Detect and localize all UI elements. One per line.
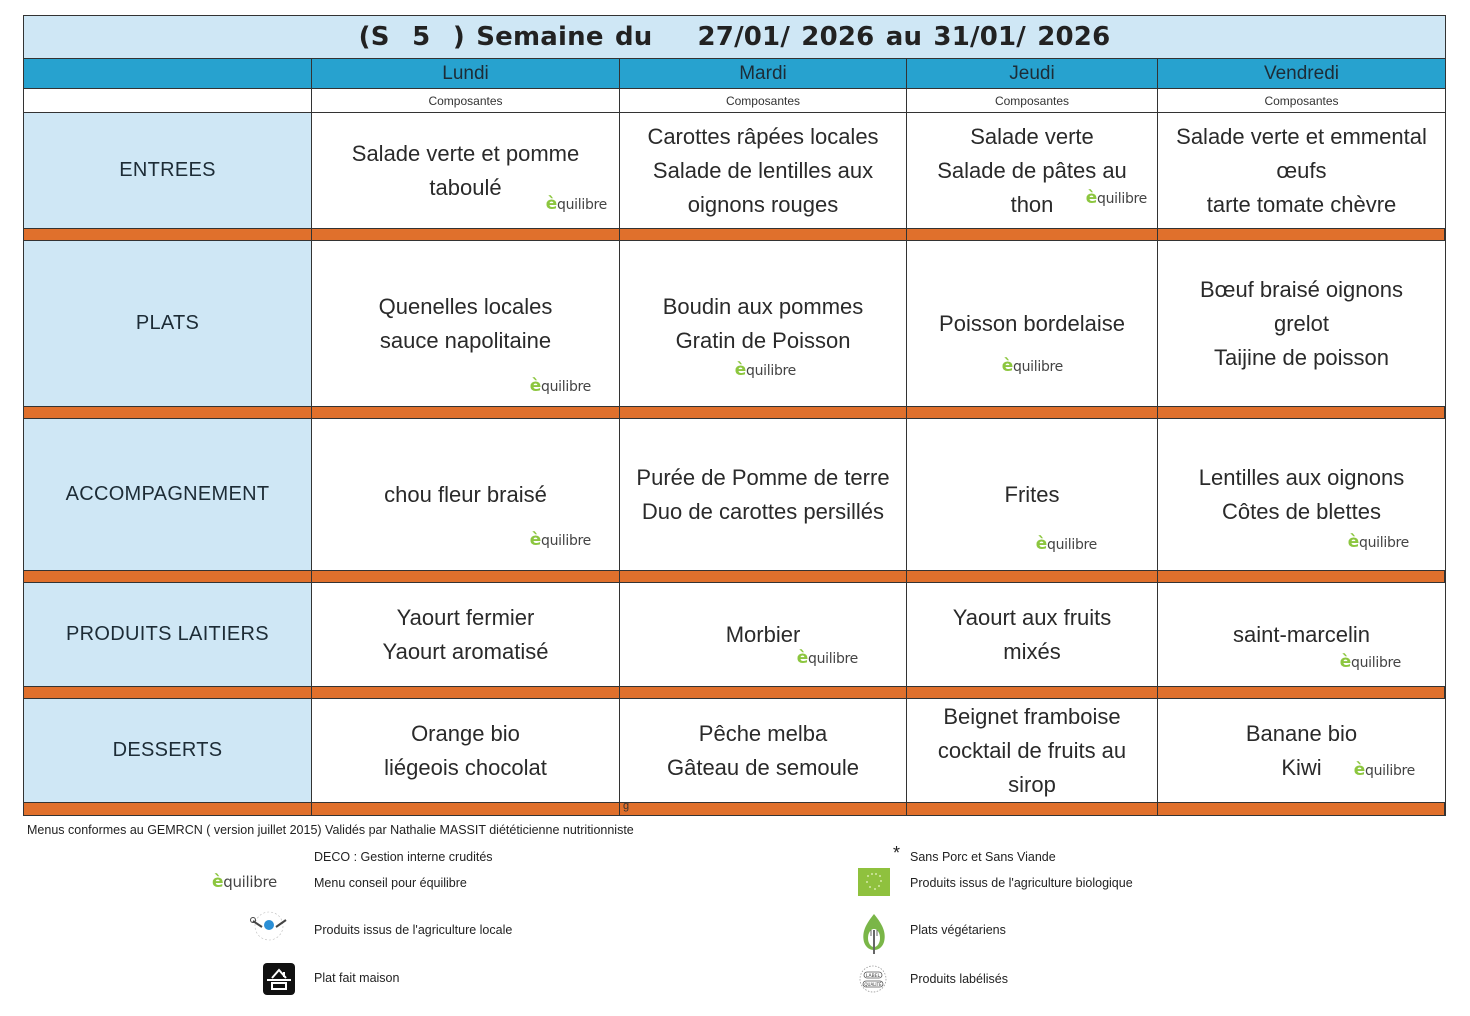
dish-lines bbox=[1005, 478, 1060, 512]
equilibre-logo-icon: èquilibre bbox=[1085, 188, 1147, 208]
dish-lines bbox=[1199, 461, 1404, 529]
dish-line: grelot bbox=[1273, 310, 1330, 336]
separator-cell bbox=[907, 803, 1158, 815]
composantes-label: Composantes bbox=[620, 89, 907, 112]
dish-line: Beignet framboise bbox=[943, 703, 1121, 729]
equilibre-logo-icon: èquilibre bbox=[545, 194, 607, 214]
svg-text:LABEL: LABEL bbox=[865, 974, 881, 979]
category-row-desserts bbox=[24, 699, 1445, 803]
dish-cell-thursday bbox=[907, 583, 1158, 686]
dish-cell-friday bbox=[1158, 699, 1445, 802]
dish-lines bbox=[384, 717, 547, 785]
legend-deco-text: DECO : Gestion interne crudités bbox=[314, 850, 493, 864]
dish-cell-thursday bbox=[907, 241, 1158, 406]
dish-line: Lentilles aux oignons bbox=[1198, 464, 1405, 490]
dish-cell-tuesday bbox=[620, 419, 907, 570]
dish-line: cocktail de fruits au bbox=[937, 737, 1127, 763]
dish-lines bbox=[938, 700, 1126, 802]
dish-line: thon bbox=[1010, 191, 1054, 217]
equilibre-logo-icon: èquilibre bbox=[529, 376, 591, 396]
separator-cell bbox=[620, 800, 907, 815]
category-label: PRODUITS LAITIERS bbox=[24, 583, 312, 686]
dish-cell-friday bbox=[1158, 583, 1445, 686]
legend-vegetarien: Plats végétariens bbox=[910, 923, 1006, 937]
separator-cell bbox=[1158, 571, 1445, 582]
dish-line: Poisson bordelaise bbox=[939, 310, 1125, 336]
dish-lines bbox=[1176, 120, 1427, 222]
legend-local: Produits issus de l'agriculture locale bbox=[314, 923, 513, 937]
dish-lines bbox=[1200, 273, 1403, 375]
equilibre-logo-icon: èquilibre bbox=[1353, 760, 1415, 780]
equilibre-logo-icon: èquilibre bbox=[1035, 534, 1097, 554]
equilibre-logo-icon: èquilibre bbox=[1347, 532, 1409, 552]
legend-homemade: Plat fait maison bbox=[314, 971, 400, 985]
category-label: ENTREES bbox=[24, 113, 312, 228]
legend-bio: Produits issus de l'agriculture biologique bbox=[910, 876, 1133, 890]
separator-cell bbox=[24, 687, 312, 698]
legend-label: Produits labélisés bbox=[910, 972, 1008, 986]
day-tuesday: Mardi bbox=[620, 59, 907, 88]
days-header-row bbox=[24, 59, 1445, 89]
composantes-row bbox=[24, 89, 1445, 113]
separator-cell bbox=[24, 803, 312, 815]
separator-cell bbox=[620, 407, 907, 418]
category-label: DESSERTS bbox=[24, 699, 312, 802]
dish-line: taboulé bbox=[429, 174, 502, 200]
dish-cell-thursday bbox=[907, 699, 1158, 802]
day-monday: Lundi bbox=[312, 59, 620, 88]
composantes-label: Composantes bbox=[312, 89, 620, 112]
dish-line: œufs bbox=[1276, 157, 1327, 183]
dish-line: Pêche melba bbox=[698, 720, 828, 746]
dish-line: Salade verte et pomme bbox=[351, 140, 580, 166]
dish-line: tarte tomate chèvre bbox=[1206, 191, 1397, 217]
separator-cell bbox=[620, 229, 907, 240]
separator-cell bbox=[907, 571, 1158, 582]
dish-cell-tuesday bbox=[620, 583, 907, 686]
separator-cell bbox=[907, 407, 1158, 418]
dish-line: mixés bbox=[1003, 638, 1061, 664]
dish-line: Bœuf braisé oignons bbox=[1200, 276, 1403, 302]
dish-line: Frites bbox=[1004, 481, 1060, 507]
dish-cell-monday bbox=[312, 241, 620, 406]
corner-cell bbox=[24, 59, 312, 88]
vegetarian-leaf-icon bbox=[860, 912, 888, 961]
dish-lines bbox=[726, 618, 801, 652]
dish-lines bbox=[939, 307, 1125, 341]
separator-bar bbox=[24, 687, 1445, 699]
separator-cell bbox=[1158, 687, 1445, 698]
dish-line: chou fleur braisé bbox=[384, 481, 547, 507]
stray-mark: g bbox=[623, 800, 630, 812]
category-label: ACCOMPAGNEMENT bbox=[24, 419, 312, 570]
dish-line: liégeois chocolat bbox=[384, 754, 547, 780]
dish-line: Yaourt aux fruits bbox=[952, 604, 1112, 630]
dish-line: Morbier bbox=[725, 621, 801, 647]
dish-line: Duo de carottes persillés bbox=[641, 498, 885, 524]
local-agriculture-icon bbox=[248, 910, 290, 947]
dish-line: saint-marcelin bbox=[1233, 621, 1370, 647]
dish-lines bbox=[1246, 717, 1357, 785]
week-title: (S 5 ) Semaine du 27/01/ 2026 au 31/01/ 2026 bbox=[358, 22, 1111, 52]
separator-bar bbox=[24, 800, 1445, 815]
separator-cell bbox=[1158, 407, 1445, 418]
dish-line: Salade de lentilles aux bbox=[652, 157, 874, 183]
dish-cell-friday bbox=[1158, 241, 1445, 406]
weekly-menu-table bbox=[23, 15, 1446, 816]
dish-line: sauce napolitaine bbox=[379, 327, 552, 353]
equilibre-logo-icon: èquilibre bbox=[212, 872, 277, 892]
dish-line: Salade verte et emmental bbox=[1176, 123, 1427, 149]
day-friday: Vendredi bbox=[1263, 62, 1339, 84]
separator-bar bbox=[24, 229, 1445, 241]
equilibre-logo-icon: èquilibre bbox=[1001, 356, 1063, 376]
dish-lines bbox=[663, 290, 864, 358]
dish-lines bbox=[636, 461, 889, 529]
category-row-accompagnement bbox=[24, 419, 1445, 571]
dish-line: sirop bbox=[1008, 771, 1056, 797]
separator-cell bbox=[312, 571, 620, 582]
separator-cell bbox=[1158, 803, 1445, 815]
homemade-icon bbox=[263, 963, 295, 1000]
dish-lines bbox=[647, 120, 878, 222]
legend-sans-porc: Sans Porc et Sans Viande bbox=[910, 850, 1056, 864]
dish-lines bbox=[379, 290, 553, 358]
dish-cell-thursday bbox=[907, 419, 1158, 570]
dish-line: Yaourt aromatisé bbox=[382, 638, 549, 664]
dish-line: oignons rouges bbox=[687, 191, 839, 217]
dish-cell-monday bbox=[312, 699, 620, 802]
dish-cell-friday bbox=[1158, 113, 1445, 228]
categories-body bbox=[24, 113, 1445, 815]
separator-cell bbox=[312, 803, 620, 815]
dish-line: Côtes de blettes bbox=[1222, 498, 1381, 524]
legend-equilibre-label: Menu conseil pour équilibre bbox=[314, 876, 467, 890]
day-thursday: Jeudi bbox=[907, 59, 1158, 88]
separator-cell bbox=[620, 571, 907, 582]
equilibre-logo-icon: èquilibre bbox=[734, 360, 796, 380]
separator-cell bbox=[24, 229, 312, 240]
dish-line: Orange bio bbox=[411, 720, 520, 746]
corner-cell-2 bbox=[24, 89, 312, 112]
dish-cell-monday bbox=[312, 113, 620, 228]
composantes-label: Composantes bbox=[1264, 93, 1339, 108]
dish-line: Salade de pâtes au bbox=[937, 157, 1127, 183]
dish-line: Taijine de poisson bbox=[1214, 344, 1389, 370]
separator-cell bbox=[907, 229, 1158, 240]
separator-bar bbox=[24, 571, 1445, 583]
dish-cell-monday bbox=[312, 419, 620, 570]
organic-eu-leaf-icon bbox=[858, 868, 890, 901]
dish-line: Yaourt fermier bbox=[396, 604, 535, 630]
dish-line: Salade verte bbox=[970, 123, 1094, 149]
dish-lines bbox=[953, 601, 1112, 669]
dish-lines bbox=[383, 601, 549, 669]
separator-bar bbox=[24, 407, 1445, 419]
separator-cell bbox=[312, 229, 620, 240]
dish-cell-friday bbox=[1158, 419, 1445, 570]
dish-cell-tuesday bbox=[620, 241, 907, 406]
equilibre-logo-icon: èquilibre bbox=[1339, 652, 1401, 672]
title-bar bbox=[24, 16, 1445, 59]
separator-cell bbox=[312, 407, 620, 418]
equilibre-logo-icon: èquilibre bbox=[529, 530, 591, 550]
asterisk-icon: * bbox=[893, 843, 901, 863]
svg-text:QUALITÉ: QUALITÉ bbox=[864, 982, 882, 987]
legend-deco bbox=[314, 850, 493, 864]
composantes-label: Composantes bbox=[907, 89, 1158, 112]
separator-cell bbox=[24, 571, 312, 582]
dish-line: Carottes râpées locales bbox=[647, 123, 879, 149]
separator-cell bbox=[312, 687, 620, 698]
legend-equilibre bbox=[212, 872, 277, 892]
dish-cell-thursday bbox=[907, 113, 1158, 228]
dish-line: Banane bio bbox=[1245, 720, 1358, 746]
separator-cell bbox=[24, 407, 312, 418]
dish-line: Boudin aux pommes bbox=[662, 293, 864, 319]
equilibre-logo-icon: èquilibre bbox=[796, 648, 858, 668]
category-row-produits-laitiers bbox=[24, 583, 1445, 687]
dish-line: Purée de Pomme de terre bbox=[636, 464, 890, 490]
category-label: PLATS bbox=[24, 241, 312, 406]
separator-cell bbox=[620, 687, 907, 698]
separator-cell bbox=[1158, 229, 1445, 240]
footer-note: Menus conformes au GEMRCN ( version juillet 2015) Validés par Nathalie MASSIT diététicienne nutritionniste bbox=[27, 823, 634, 837]
dish-cell-tuesday bbox=[620, 699, 907, 802]
category-row-entrees bbox=[24, 113, 1445, 229]
dish-line: Gâteau de semoule bbox=[666, 754, 860, 780]
dish-line: Kiwi bbox=[1281, 754, 1322, 780]
dish-lines bbox=[384, 478, 547, 512]
dish-cell-tuesday bbox=[620, 113, 907, 228]
dish-line: Gratin de Poisson bbox=[675, 327, 851, 353]
dish-line: Quenelles locales bbox=[378, 293, 553, 319]
category-row-plats bbox=[24, 241, 1445, 407]
separator-cell bbox=[907, 687, 1158, 698]
label-qualite-icon bbox=[857, 964, 889, 999]
dish-cell-monday bbox=[312, 583, 620, 686]
dish-lines bbox=[667, 717, 859, 785]
